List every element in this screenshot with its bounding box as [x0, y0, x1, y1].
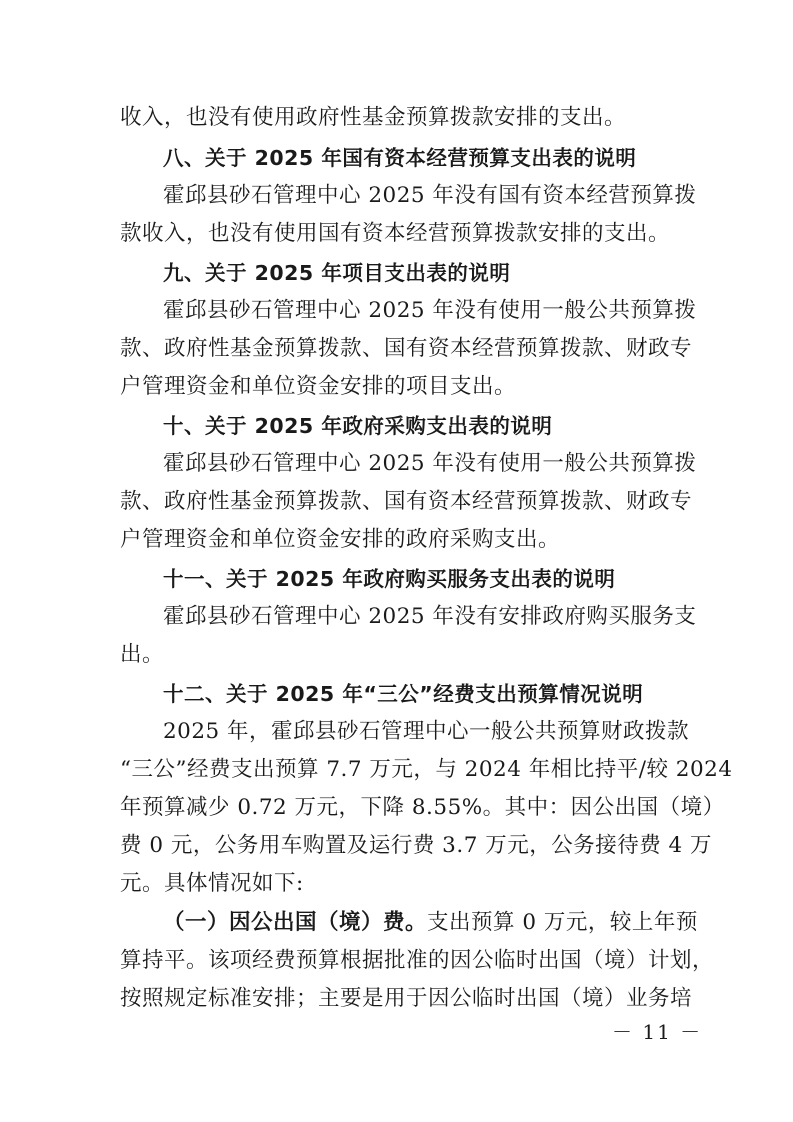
paragraph-line: 算持平。该项经费预算根据批准的因公临时出国（境）计划， [120, 948, 715, 973]
paragraph-line: 款、政府性基金预算拨款、国有资本经营预算拨款、财政专 [120, 336, 693, 361]
paragraph-line: 户管理资金和单位资金安排的政府采购支出。 [120, 527, 561, 552]
paragraph-line: 出。 [120, 642, 165, 667]
paragraph-text: 支出预算 0 万元，较上年预 [427, 910, 698, 935]
section-heading-9: 九、关于 2025 年项目支出表的说明 [163, 261, 511, 285]
paragraph-line: 霍邱县砂石管理中心 2025 年没有国有资本经营预算拨 [163, 183, 697, 208]
section-heading-12: 十二、关于 2025 年“三公”经费支出预算情况说明 [163, 682, 644, 706]
paragraph-line: 款、政府性基金预算拨款、国有资本经营预算拨款、财政专 [120, 489, 693, 514]
page-number: － 11 － [612, 1020, 703, 1044]
paragraph-line: “三公”经费支出预算 7.7 万元，与 2024 年相比持平/较 2024 [120, 757, 733, 782]
paragraph-line: 霍邱县砂石管理中心 2025 年没有使用一般公共预算拨 [163, 451, 697, 476]
subsection-heading-1: （一）因公出国（境）费。 [163, 910, 428, 935]
paragraph-line: 2025 年，霍邱县砂石管理中心一般公共预算财政拨款 [163, 719, 690, 744]
paragraph-line: 年预算减少 0.72 万元，下降 8.55%。其中：因公出国（境） [120, 795, 725, 820]
section-heading-8: 八、关于 2025 年国有资本经营预算支出表的说明 [163, 146, 637, 170]
paragraph-line: 款收入，也没有使用国有资本经营预算拨款安排的支出。 [120, 221, 671, 246]
paragraph-line: 收入，也没有使用政府性基金预算拨款安排的支出。 [120, 105, 627, 130]
subsection-line [163, 903, 698, 943]
paragraph-line: 元。具体情况如下: [120, 871, 304, 896]
section-heading-10: 十、关于 2025 年政府采购支出表的说明 [163, 414, 553, 438]
paragraph-line: 霍邱县砂石管理中心 2025 年没有使用一般公共预算拨 [163, 298, 697, 323]
paragraph-line: 户管理资金和单位资金安排的项目支出。 [120, 374, 517, 399]
paragraph-line: 费 0 元，公务用车购置及运行费 3.7 万元，公务接待费 4 万 [120, 833, 713, 858]
paragraph-line: 按照规定标准安排；主要是用于因公临时出国（境）业务培 [120, 986, 693, 1011]
paragraph-line: 霍邱县砂石管理中心 2025 年没有安排政府购买服务支 [163, 604, 697, 629]
section-heading-11: 十一、关于 2025 年政府购买服务支出表的说明 [163, 567, 616, 591]
